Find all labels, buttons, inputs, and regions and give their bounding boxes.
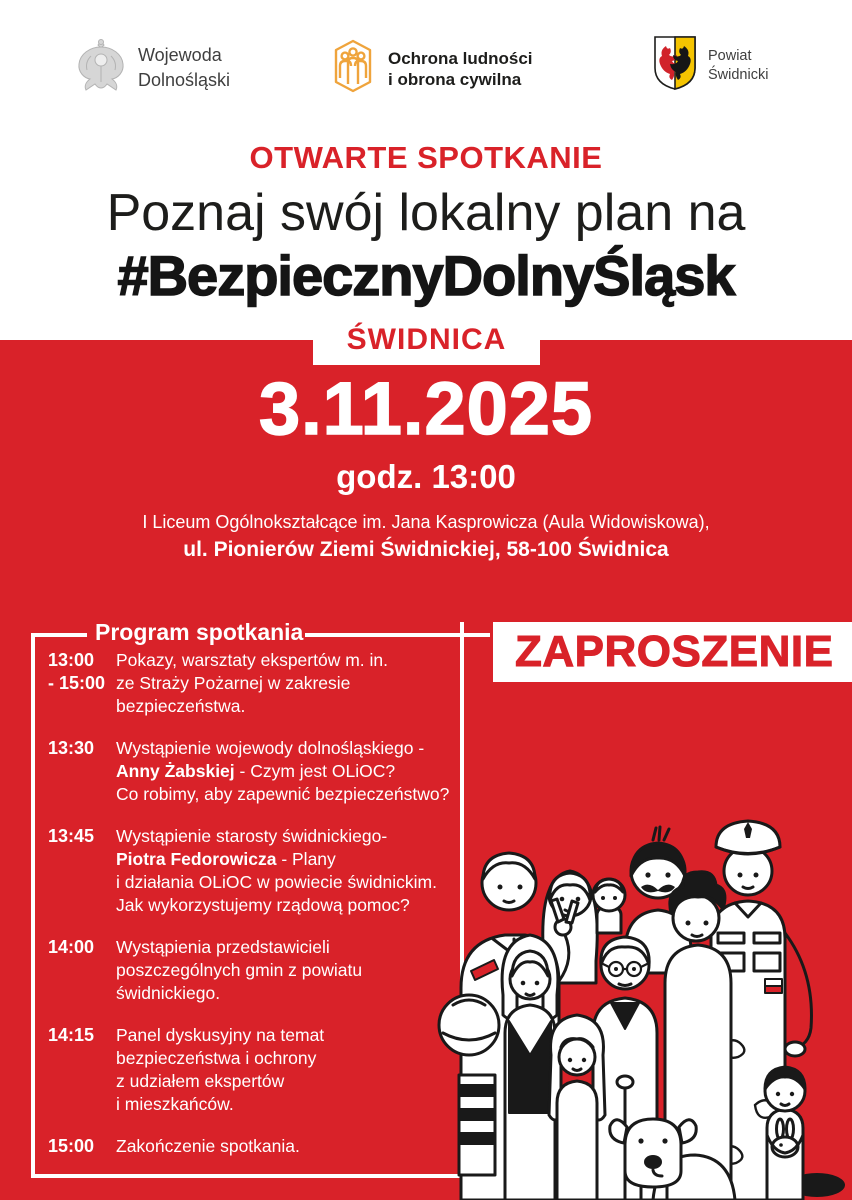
logo-wojewoda-line1: Wojewoda	[138, 44, 222, 65]
speaker-name: Anny Żabskiej	[116, 761, 235, 781]
striped-sleeve	[459, 1075, 495, 1175]
city-badge-label: ŚWIDNICA	[346, 322, 507, 356]
program-item-description: Pokazy, warsztaty ekspertów m. in. ze Straży Pożarnej w zakresie bezpieczeństwa.	[116, 650, 388, 716]
venue-name: I Liceum Ogólnokształcące im. Jana Kasprowicza (Aula Widowiskowa),	[142, 512, 710, 532]
logo-ochrona-line2: i obrona cywilna	[388, 69, 522, 89]
event-kicker: OTWARTE SPOTKANIE	[249, 140, 603, 175]
helmet	[439, 995, 499, 1055]
program-item-description: Wystąpienia przedstawicieli poszczególnych gmin z powiatu świdnickiego.	[116, 937, 363, 1003]
flag-patch	[765, 979, 782, 993]
logo-powiat-swidnicki	[652, 34, 768, 97]
program-item-description: Wystąpienie wojewody dolnośląskiego - Anny Żabskiej - Czym jest OLiOC? Co robimy, aby zapewnić bezpieczeństwo?	[116, 738, 450, 804]
speaker-name: Piotra Fedorowicza	[116, 849, 277, 869]
community-illustration	[413, 783, 852, 1200]
logo-wojewoda-line2: Dolnośląski	[138, 69, 231, 90]
logo-wojewoda	[76, 34, 230, 101]
invitation-banner	[493, 622, 852, 682]
logo-ochrona-ludnosci	[328, 38, 533, 99]
poster-title-line1: Poznaj swój lokalny plan na	[106, 184, 746, 242]
powiat-swidnicki-crest-icon	[652, 34, 698, 97]
program-box-border-top-left-segment	[31, 633, 87, 637]
toddler	[593, 879, 625, 933]
program-item-time: 15:00	[48, 1136, 95, 1156]
venue-address: ul. Pionierów Ziemi Świdnickiej, 58-100 Świdnica	[183, 538, 669, 561]
polish-eagle-icon	[76, 34, 126, 101]
logo-powiat-line2: Świdnicki	[708, 66, 769, 83]
invitation-label: ZAPROSZENIE	[515, 627, 834, 676]
program-box-border-left	[31, 633, 35, 1178]
program-item-time: 13:00 - 15:00	[48, 650, 106, 693]
program-item-time: 13:30	[48, 738, 95, 758]
program-item-time: 13:45	[48, 826, 95, 846]
logo-powiat-label	[708, 47, 768, 85]
poster-title-hashtag: #BezpiecznyDolnyŚląsk	[117, 244, 735, 307]
program-item-description: Zakończenie spotkania.	[116, 1136, 300, 1156]
boy-with-rabbit	[765, 1067, 805, 1200]
logo-ochrona-label	[388, 48, 533, 90]
program-item-description: Panel dyskusyjny na temat bezpieczeństwa i ochrony z udziałem ekspertów i mieszkańców.	[116, 1025, 325, 1114]
event-date: 3.11.2025	[258, 367, 594, 450]
civil-protection-icon	[328, 38, 378, 99]
program-item-description: Wystąpienie starosty świdnickiego- Piotra Fedorowicza - Plany i działania OLiOC w powiecie świdnickim. Jak wykorzystujemy rządową pomoc?	[116, 826, 437, 915]
logo-powiat-line1: Powiat	[708, 47, 752, 64]
program-item-time: 14:15	[48, 1025, 95, 1045]
event-time: godz. 13:00	[336, 458, 516, 495]
city-badge	[313, 314, 540, 365]
little-girl	[549, 1015, 605, 1200]
program-item-time: 14:00	[48, 937, 95, 957]
logo-ochrona-line1: Ochrona ludności	[388, 48, 533, 68]
logo-wojewoda-label	[138, 43, 230, 93]
program-heading: Program spotkania	[95, 619, 304, 645]
program-item-1300	[48, 649, 478, 718]
